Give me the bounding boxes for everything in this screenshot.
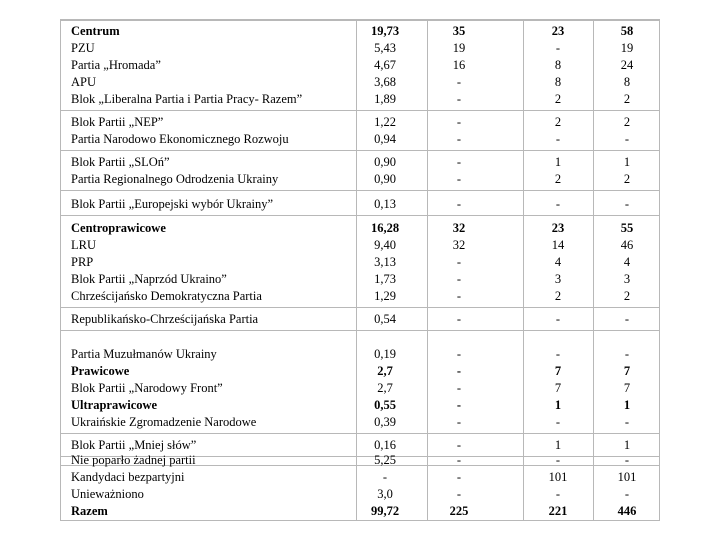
value: - bbox=[456, 155, 462, 169]
party-name: Chrześcijańsko Demokratyczna Partia bbox=[71, 289, 262, 303]
value: - bbox=[624, 453, 630, 467]
value: 16,28 bbox=[370, 221, 400, 235]
value: - bbox=[456, 272, 462, 286]
value: 2 bbox=[623, 92, 631, 106]
value: 3,68 bbox=[374, 75, 396, 89]
party-name: Blok Partii „Narodowy Front” bbox=[71, 381, 223, 395]
party-name: Blok Partii „SLOń” bbox=[71, 155, 170, 169]
party-name: Nie poparło żadnej partii bbox=[71, 453, 196, 467]
value-cell bbox=[593, 308, 661, 330]
party-name: LRU bbox=[71, 238, 96, 252]
value: 0,39 bbox=[374, 415, 396, 429]
value: 1,29 bbox=[374, 289, 396, 303]
value-cell bbox=[427, 191, 491, 215]
party-name: Republikańsko-Chrześcijańska Partia bbox=[71, 312, 259, 326]
table-row-group bbox=[61, 110, 659, 150]
value-cell bbox=[356, 21, 414, 110]
value: - bbox=[456, 255, 462, 269]
value: - bbox=[382, 470, 388, 484]
value-cell bbox=[427, 331, 491, 433]
value: 32 bbox=[452, 238, 466, 252]
value: 7 bbox=[554, 381, 562, 395]
value: - bbox=[456, 470, 462, 484]
value: - bbox=[456, 347, 462, 361]
value: 8 bbox=[554, 75, 562, 89]
party-name: Ukraińskie Zgromadzenie Narodowe bbox=[71, 415, 257, 429]
value: 32 bbox=[452, 221, 466, 235]
value: 8 bbox=[623, 75, 631, 89]
value: 2 bbox=[554, 92, 562, 106]
value: - bbox=[624, 487, 630, 501]
value: 3 bbox=[623, 272, 631, 286]
value: 19 bbox=[620, 41, 634, 55]
value: - bbox=[456, 172, 462, 186]
value: - bbox=[555, 453, 561, 467]
party-name: Ultraprawicowe bbox=[71, 398, 158, 412]
value: 8 bbox=[554, 58, 562, 72]
party-name: Kandydaci bezpartyjni bbox=[71, 470, 185, 484]
value: 1 bbox=[623, 398, 631, 412]
value: 55 bbox=[620, 221, 634, 235]
table-row-group bbox=[61, 190, 659, 215]
value-cell bbox=[523, 331, 593, 433]
value: 0,90 bbox=[374, 172, 396, 186]
value-cell bbox=[593, 111, 661, 150]
party-name: Partia „Hromada” bbox=[71, 58, 161, 72]
party-name: Partia Narodowo Ekonomicznego Rozwoju bbox=[71, 132, 289, 146]
value-cell bbox=[356, 191, 414, 215]
party-name: Blok Partii „NEP” bbox=[71, 115, 164, 129]
value-cell bbox=[523, 191, 593, 215]
value: 2,7 bbox=[377, 381, 393, 395]
value-cell bbox=[427, 111, 491, 150]
value: 101 bbox=[617, 470, 637, 484]
value: - bbox=[456, 487, 462, 501]
value: 5,43 bbox=[374, 41, 396, 55]
party-name-cell bbox=[71, 111, 356, 150]
party-name: Partia Regionalnego Odrodzenia Ukrainy bbox=[71, 172, 279, 186]
value: 2,7 bbox=[377, 364, 393, 378]
value: 19,73 bbox=[370, 24, 400, 38]
value: - bbox=[456, 398, 462, 412]
value: 7 bbox=[554, 364, 562, 378]
value: 1 bbox=[554, 155, 562, 169]
party-name-cell bbox=[71, 151, 356, 190]
value: - bbox=[555, 347, 561, 361]
party-name: Partia Muzułmanów Ukrainy bbox=[71, 347, 217, 361]
value: 0,94 bbox=[374, 132, 396, 146]
party-name: Blok „Liberalna Partia i Partia Pracy- Razem” bbox=[71, 92, 303, 106]
value: - bbox=[624, 132, 630, 146]
party-name: Blok Partii „Naprzód Ukraino” bbox=[71, 272, 227, 286]
value: 9,40 bbox=[374, 238, 396, 252]
value: - bbox=[555, 415, 561, 429]
value: 0,19 bbox=[374, 347, 396, 361]
table-row-group bbox=[61, 307, 659, 330]
party-name: PZU bbox=[71, 41, 95, 55]
value: 23 bbox=[551, 24, 565, 38]
value-cell bbox=[427, 453, 491, 522]
value: - bbox=[555, 312, 561, 326]
party-name-cell bbox=[71, 331, 356, 433]
value: 24 bbox=[620, 58, 634, 72]
value-cell bbox=[523, 151, 593, 190]
value: 0,90 bbox=[374, 155, 396, 169]
value: 46 bbox=[620, 238, 634, 252]
party-name-cell bbox=[71, 453, 356, 522]
table-row-group bbox=[61, 330, 659, 433]
value: - bbox=[624, 347, 630, 361]
value: - bbox=[624, 415, 630, 429]
party-name: Unieważniono bbox=[71, 487, 144, 501]
value-cell bbox=[427, 151, 491, 190]
value: 225 bbox=[449, 504, 469, 518]
value-cell bbox=[356, 216, 414, 307]
value-cell bbox=[356, 111, 414, 150]
value-cell bbox=[356, 308, 414, 330]
value-cell bbox=[523, 111, 593, 150]
party-name: Blok Partii „Mniej słów” bbox=[71, 438, 197, 452]
value: - bbox=[456, 364, 462, 378]
value-cell bbox=[593, 331, 661, 433]
value-cell bbox=[427, 21, 491, 110]
value: - bbox=[456, 197, 462, 211]
value: 16 bbox=[452, 58, 466, 72]
value: - bbox=[456, 415, 462, 429]
value: - bbox=[456, 381, 462, 395]
value: - bbox=[555, 197, 561, 211]
value: - bbox=[456, 312, 462, 326]
value: 1,89 bbox=[374, 92, 396, 106]
value: 4 bbox=[554, 255, 562, 269]
value: - bbox=[456, 92, 462, 106]
value: 14 bbox=[551, 238, 565, 252]
value: 1 bbox=[554, 398, 562, 412]
value: 2 bbox=[554, 115, 562, 129]
value-cell bbox=[356, 331, 414, 433]
table-row-group bbox=[61, 453, 659, 522]
party-name-cell bbox=[71, 308, 356, 330]
value: 1,22 bbox=[374, 115, 396, 129]
value: 0,16 bbox=[374, 438, 396, 452]
value-cell bbox=[427, 216, 491, 307]
value: 221 bbox=[548, 504, 568, 518]
value: 1 bbox=[554, 438, 562, 452]
value: - bbox=[456, 453, 462, 467]
value: 58 bbox=[620, 24, 634, 38]
value: 4 bbox=[623, 255, 631, 269]
value: 2 bbox=[554, 289, 562, 303]
value: 4,67 bbox=[374, 58, 396, 72]
value: - bbox=[624, 197, 630, 211]
value-cell bbox=[593, 191, 661, 215]
value-cell bbox=[356, 151, 414, 190]
value-cell bbox=[523, 21, 593, 110]
party-name-cell bbox=[71, 191, 356, 215]
value: 2 bbox=[623, 289, 631, 303]
party-name: APU bbox=[71, 75, 97, 89]
party-name: PRP bbox=[71, 255, 94, 269]
party-name-cell bbox=[71, 21, 356, 110]
value-cell bbox=[356, 453, 414, 522]
value: 1 bbox=[623, 155, 631, 169]
table-row-group bbox=[61, 150, 659, 190]
value: 2 bbox=[623, 172, 631, 186]
value: 23 bbox=[551, 221, 565, 235]
value: 35 bbox=[452, 24, 466, 38]
value: 0,54 bbox=[374, 312, 396, 326]
value-cell bbox=[523, 216, 593, 307]
value: - bbox=[555, 41, 561, 55]
value: 0,55 bbox=[374, 398, 396, 412]
table-row-group bbox=[61, 215, 659, 307]
value: - bbox=[456, 438, 462, 452]
value: 7 bbox=[623, 381, 631, 395]
results-table bbox=[60, 19, 660, 521]
value-cell bbox=[427, 308, 491, 330]
value: 5,25 bbox=[374, 453, 396, 467]
value: 101 bbox=[548, 470, 568, 484]
value: 2 bbox=[623, 115, 631, 129]
value: 446 bbox=[617, 504, 637, 518]
value: - bbox=[456, 132, 462, 146]
value: 3,0 bbox=[377, 487, 393, 501]
value: - bbox=[456, 75, 462, 89]
party-name: Centroprawicowe bbox=[71, 221, 166, 235]
value-cell bbox=[593, 21, 661, 110]
party-name: Centrum bbox=[71, 24, 120, 38]
value: - bbox=[555, 487, 561, 501]
value: 1 bbox=[623, 438, 631, 452]
value: - bbox=[624, 312, 630, 326]
value: 2 bbox=[554, 172, 562, 186]
table-row-group bbox=[61, 20, 659, 110]
value: 19 bbox=[452, 41, 466, 55]
party-name-cell bbox=[71, 216, 356, 307]
party-name: Prawicowe bbox=[71, 364, 130, 378]
value: 3,13 bbox=[374, 255, 396, 269]
value: 7 bbox=[623, 364, 631, 378]
value-cell bbox=[593, 453, 661, 522]
value: - bbox=[555, 132, 561, 146]
value-cell bbox=[523, 453, 593, 522]
value: 0,13 bbox=[374, 197, 396, 211]
value: 1,73 bbox=[374, 272, 396, 286]
party-name: Blok Partii „Europejski wybór Ukrainy” bbox=[71, 197, 274, 211]
value: - bbox=[456, 289, 462, 303]
value-cell bbox=[593, 216, 661, 307]
value: 99,72 bbox=[370, 504, 400, 518]
value-cell bbox=[523, 308, 593, 330]
party-name: Razem bbox=[71, 504, 108, 518]
value: - bbox=[456, 115, 462, 129]
value-cell bbox=[593, 151, 661, 190]
value: 3 bbox=[554, 272, 562, 286]
